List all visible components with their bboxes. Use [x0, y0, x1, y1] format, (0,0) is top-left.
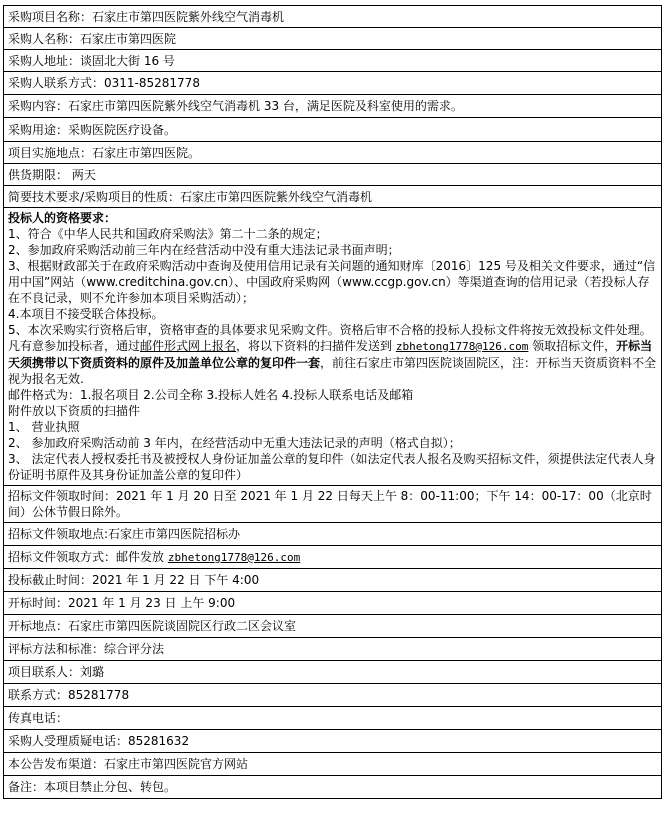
signup-method: 邮件形式网上报名 — [140, 339, 237, 353]
project-name: 采购项目名称：石家庄市第四医院紫外线空气消毒机 — [4, 6, 662, 28]
qualification-heading: 投标人的资格要求： — [8, 211, 117, 225]
opening-place: 开标地点：石家庄市第四医院谈固院区行政二区会议室 — [4, 615, 662, 638]
project-contact-person: 项目联系人：刘璐 — [4, 661, 662, 684]
qualification-item-1: 1、符合《中华人民共和国政府采购法》第二十二条的规定； — [8, 227, 328, 241]
qualification-section — [4, 208, 662, 486]
remark: 备注：本项目禁止分包、转包。 — [4, 776, 662, 799]
signup-text-f: ，前往石家庄市第四医院谈固院区，注：开标当天资质资料不全视为报名无效. — [8, 356, 657, 386]
signup-instructions — [8, 338, 657, 387]
publish-channel: 本公告发布渠道：石家庄市第四医院官方网站 — [4, 753, 662, 776]
mail-format: 邮件格式为：1.报名项目 2.公司全称 3.投标人姓名 4.投标人联系电话及邮箱 — [8, 388, 414, 402]
delivery-period: 供货期限： 两天 — [4, 164, 662, 186]
qualification-item-2: 2、参加政府采购活动前三年内在经营活动中没有重大违法记录书面声明； — [8, 243, 400, 257]
contact-phone: 联系方式：85281778 — [4, 684, 662, 707]
signup-text-c: ，将以下资料的扫描件发送到 — [236, 339, 396, 353]
doc-method-email-link[interactable]: zbhetong1778@126.com — [167, 550, 301, 564]
attachment-item-1: 1、 营业执照 — [8, 420, 80, 434]
doc-collection-place: 招标文件领取地点:石家庄市第四医院招标办 — [4, 523, 662, 546]
project-location: 项目实施地点：石家庄市第四医院。 — [4, 142, 662, 164]
purchase-usage: 采购用途：采购医院医疗设备。 — [4, 118, 662, 142]
purchaser-contact: 采购人联系方式：0311-85281778 — [4, 72, 662, 95]
complaint-phone: 采购人受理质疑电话：85281632 — [4, 730, 662, 753]
fax-number: 传真电话： — [4, 707, 662, 730]
purchase-content: 采购内容：石家庄市第四医院紫外线空气消毒机 33 台，满足医院及科室使用的需求。 — [4, 95, 662, 118]
evaluation-method: 评标方法和标准：综合评分法 — [4, 638, 662, 661]
signup-required-docs: 开标当天须携带以下资质资料的原件及加盖单位公章的复印件一套 — [8, 339, 653, 370]
attachment-item-3: 3、 法定代表人授权委托书及被授权人身份证加盖公章的复印件（如法定代表人报名及购买招标文件，须提供法定代表人身份证明书原件及其身份证加盖公章的复印件） — [8, 452, 656, 482]
announcement-table — [3, 5, 662, 799]
attachment-heading: 附件放以下资质的扫描件 — [8, 404, 141, 418]
signup-email-link[interactable]: zbhetong1778@126.com — [395, 340, 529, 353]
purchaser-name: 采购人名称：石家庄市第四医院 — [4, 28, 662, 50]
signup-text-d: 领取招标文件， — [528, 339, 617, 353]
opening-time: 开标时间：2021 年 1 月 23 日 上午 9:00 — [4, 592, 662, 615]
signup-text-a: 凡有意参加投标者，通过 — [8, 339, 141, 353]
qualification-item-3: 3、根据财政部关于在政府采购活动中查询及使用信用记录有关问题的通知财库〔2016〕125 号及相关文件要求，通过“信用中国”网站（www.creditchina.gov.cn）、中国政府采购网（www.ccgp.gov.cn）等渠道查询的信用记录（若投标人存在不良记录，则不允许参加本项目采购活动）； — [8, 259, 656, 305]
purchaser-address: 采购人地址：谈固北大街 16 号 — [4, 50, 662, 72]
bid-deadline: 投标截止时间：2021 年 1 月 22 日 下午 4:00 — [4, 569, 662, 592]
technical-requirements: 简要技术要求/采购项目的性质：石家庄市第四医院紫外线空气消毒机 — [4, 186, 662, 208]
qualification-item-5: 5、本次采购实行资格后审，资格审查的具体要求见采购文件。资格后审不合格的投标人投标文件将按无效投标文件处理。 — [8, 323, 652, 337]
doc-method-label: 招标文件领取方式：邮件发放 — [8, 549, 168, 564]
attachment-item-2: 2、 参加政府采购活动前 3 年内，在经营活动中无重大违法记录的声明（格式自拟）； — [8, 436, 461, 450]
doc-collection-time: 招标文件领取时间：2021 年 1 月 20 日至 2021 年 1 月 22 日每天上午 8：00-11:00；下午 14：00-17：00（北京时间）公休节假日除外。 — [4, 486, 662, 523]
doc-collection-method — [4, 546, 662, 569]
qualification-item-4: 4.本项目不接受联合体投标。 — [8, 307, 164, 321]
